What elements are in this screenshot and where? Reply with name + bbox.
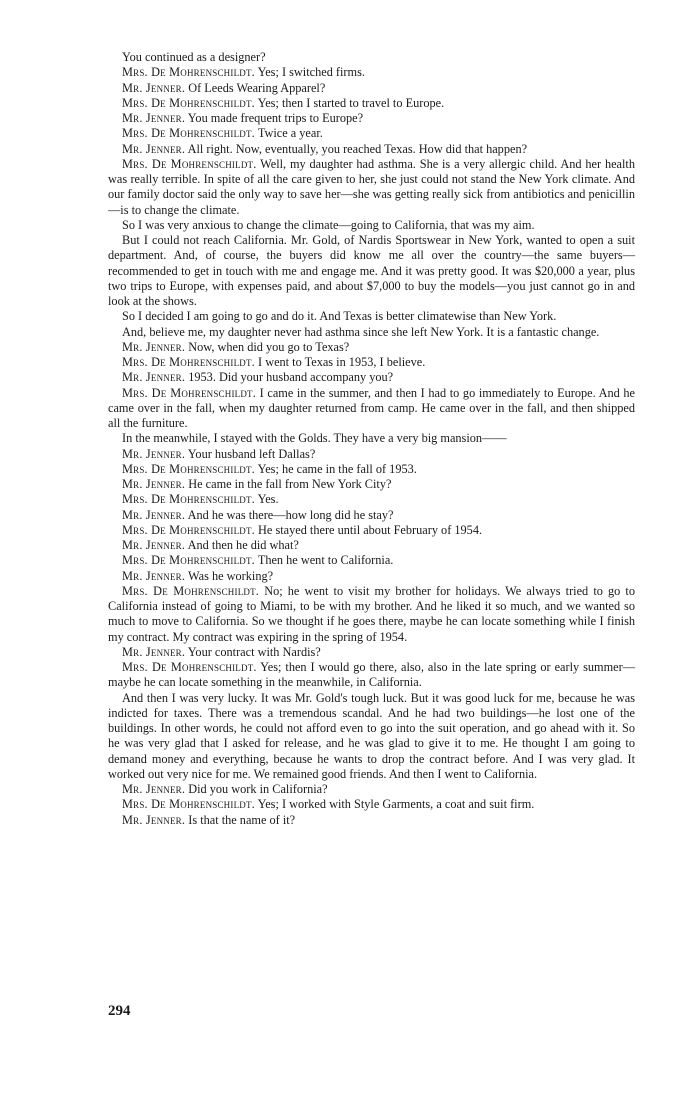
- speaker-name: Mr. Jenner.: [122, 370, 186, 385]
- speaker-name: Mr. Jenner.: [122, 568, 186, 583]
- speaker-name: Mr. Jenner.: [122, 446, 186, 461]
- testimony-text: No; he went to visit my brother for holidays. We always tried to go to California instead of going to Miami, to be with my brother. And he liked it so much, and we wanted so much to move to California. So we thought if he goes there, maybe he can locate something while I finish my contract. My contract was expiring in the spring of 1954.: [108, 583, 636, 644]
- paragraph-list: [108, 50, 635, 828]
- transcript-paragraph: [108, 660, 635, 691]
- transcript-paragraph: [108, 370, 635, 385]
- testimony-text: You made frequent trips to Europe?: [187, 111, 364, 125]
- testimony-text: Yes; he came in the fall of 1953.: [257, 461, 417, 476]
- transcript-paragraph: [108, 340, 635, 355]
- transcript-paragraph: [108, 813, 635, 828]
- transcript-paragraph: [108, 233, 635, 309]
- transcript-paragraph: [108, 50, 635, 65]
- testimony-text: Yes; I worked with Style Garments, a coat and suit firm.: [257, 797, 535, 812]
- speaker-name: Mrs. De Mohrenschildt.: [122, 126, 255, 141]
- transcript-paragraph: [108, 81, 635, 96]
- testimony-text: In the meanwhile, I stayed with the Golds. They have a very big mansion——: [122, 431, 507, 446]
- transcript-paragraph: [108, 309, 635, 324]
- transcript-paragraph: [108, 447, 635, 462]
- testimony-text: Yes; then I would go there, also, also in the late spring or early summer—maybe he can locate something in the meanwhile, in California.: [108, 660, 635, 690]
- transcript-paragraph: [108, 508, 635, 523]
- testimony-text: Then he went to California.: [257, 553, 394, 568]
- transcript-paragraph: [108, 218, 635, 233]
- transcript-paragraph: [108, 523, 635, 538]
- testimony-text: Yes; then I started to travel to Europe.: [257, 95, 445, 110]
- testimony-text: And then he did what?: [187, 538, 299, 552]
- testimony-text: And, believe me, my daughter never had asthma since she left New York. It is a fantastic change.: [122, 324, 600, 339]
- speaker-name: Mrs. De Mohrenschildt.: [122, 522, 255, 537]
- transcript-body: [108, 50, 635, 828]
- testimony-text: Your husband left Dallas?: [187, 446, 316, 461]
- transcript-paragraph: [108, 142, 635, 157]
- speaker-name: Mrs. De Mohrenschildt.: [122, 461, 255, 476]
- speaker-name: Mr. Jenner.: [122, 782, 186, 796]
- transcript-paragraph: [108, 797, 635, 812]
- transcript-paragraph: [108, 325, 635, 340]
- testimony-text: And then I was very lucky. It was Mr. Gold's tough luck. But it was good luck for me, because he was indicted for taxes. There was a tremendous scandal. And he had two buildings—he lost one of the buildings. In other words, he could not afford even to go into the suit operation, and go ahead with it. So he was very glad that I asked for release, and he was glad to give it to me. He thought I am going to demand money and everything, because he wants to drop the contract before. And I was very glad. It worked out very nice for me. We remained good friends. And then I went to California.: [108, 690, 635, 781]
- testimony-text: Of Leeds Wearing Apparel?: [188, 80, 326, 95]
- transcript-paragraph: [108, 386, 635, 432]
- speaker-name: Mrs. De Mohrenschildt.: [122, 797, 255, 812]
- speaker-name: Mrs. De Mohrenschildt.: [122, 156, 257, 171]
- transcript-paragraph: [108, 96, 635, 111]
- page-number: 294: [108, 1003, 131, 1019]
- testimony-text: I went to Texas in 1953, I believe.: [258, 355, 426, 369]
- speaker-name: Mrs. De Mohrenschildt.: [122, 492, 255, 507]
- testimony-text: Well, my daughter had asthma. She is a very allergic child. And her health was really terrible. In spite of all the care given to her, she just could not stand the New York climate. And our family doctor said the only way to save her—she was getting really sick from antibiotics and penicillin—is to change the climate.: [108, 156, 635, 217]
- transcript-paragraph: [108, 782, 635, 797]
- transcript-paragraph: [108, 477, 635, 492]
- speaker-name: Mrs. De Mohrenschildt.: [122, 583, 260, 598]
- speaker-name: Mr. Jenner.: [122, 538, 186, 552]
- speaker-name: Mr. Jenner.: [122, 812, 186, 827]
- speaker-name: Mr. Jenner.: [122, 507, 186, 522]
- transcript-paragraph: [108, 111, 635, 126]
- speaker-name: Mrs. De Mohrenschildt.: [122, 385, 257, 400]
- testimony-text: Your contract with Nardis?: [187, 644, 321, 659]
- testimony-text: So I decided I am going to go and do it. And Texas is better climatewise than New York.: [122, 309, 557, 324]
- transcript-paragraph: [108, 553, 635, 568]
- transcript-paragraph: [108, 584, 635, 645]
- transcript-paragraph: [108, 538, 635, 553]
- speaker-name: Mr. Jenner.: [122, 477, 186, 491]
- speaker-name: Mr. Jenner.: [122, 141, 186, 156]
- testimony-text: Is that the name of it?: [188, 812, 296, 827]
- transcript-paragraph: [108, 462, 635, 477]
- testimony-text: He stayed there until about February of 1954.: [258, 522, 483, 537]
- speaker-name: Mr. Jenner.: [122, 80, 186, 95]
- transcript-paragraph: [108, 431, 635, 446]
- transcript-paragraph: [108, 65, 635, 80]
- transcript-paragraph: [108, 645, 635, 660]
- testimony-text: Did you work in California?: [188, 782, 328, 796]
- transcript-paragraph: [108, 569, 635, 584]
- testimony-text: I came in the summer, and then I had to go immediately to Europe. And he came over in the fall, when my daughter returned from camp. He came over in the fall, and then shipped all the furniture.: [108, 385, 636, 430]
- testimony-text: Twice a year.: [257, 126, 323, 141]
- testimony-text: Was he working?: [188, 568, 274, 583]
- testimony-text: 1953. Did your husband accompany you?: [188, 370, 394, 385]
- transcript-paragraph: [108, 157, 635, 218]
- transcript-paragraph: [108, 492, 635, 507]
- testimony-text: You continued as a designer?: [122, 50, 266, 64]
- speaker-name: Mr. Jenner.: [122, 111, 186, 125]
- testimony-text: He came in the fall from New York City?: [188, 477, 392, 491]
- testimony-text: Now, when did you go to Texas?: [188, 339, 350, 354]
- speaker-name: Mrs. De Mohrenschildt.: [122, 660, 257, 674]
- speaker-name: Mr. Jenner.: [122, 644, 186, 659]
- testimony-text: All right. Now, eventually, you reached Texas. How did that happen?: [187, 141, 528, 156]
- testimony-text: Yes; I switched firms.: [257, 65, 365, 80]
- transcript-paragraph: [108, 126, 635, 141]
- speaker-name: Mrs. De Mohrenschildt.: [122, 65, 255, 80]
- testimony-text: But I could not reach California. Mr. Gold, of Nardis Sportswear in New York, wanted to open a suit department. And, of course, the buyers did know me all over the country—the same buyers—recommended to get in touch with me and engage me. And it was pretty good. It was $20,000 a year, plus two trips to Europe, with expenses paid, and about $7,000 to buy the models—you just cannot go in and look at the shows.: [108, 233, 635, 308]
- testimony-text: So I was very anxious to change the climate—going to California, that was my aim.: [122, 217, 535, 232]
- testimony-text: And he was there—how long did he stay?: [187, 507, 394, 522]
- speaker-name: Mrs. De Mohrenschildt.: [122, 95, 255, 110]
- speaker-name: Mrs. De Mohrenschildt.: [122, 355, 255, 369]
- testimony-text: Yes.: [257, 492, 279, 507]
- transcript-paragraph: [108, 355, 635, 370]
- speaker-name: Mrs. De Mohrenschildt.: [122, 553, 255, 568]
- transcript-paragraph: [108, 691, 635, 783]
- speaker-name: Mr. Jenner.: [122, 339, 186, 354]
